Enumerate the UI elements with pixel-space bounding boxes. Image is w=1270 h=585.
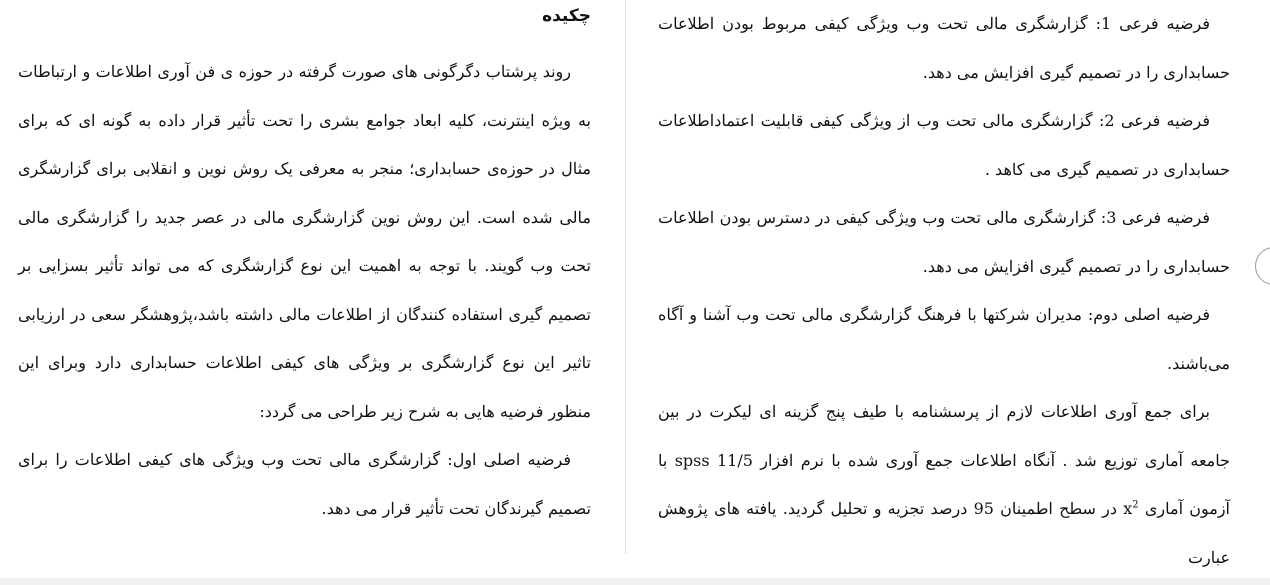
right-column [658,0,1230,582]
abstract-heading: چکیده [542,6,591,26]
sub-hypothesis-1: فرضیه فرعی 1: گزارشگری مالی تحت وب ویژگی کیفی مربوط بودن اطلاعات حسابداری را در تصمیم گیری افزایش می دهد. [658,14,1230,82]
method-paragraph [658,388,1230,582]
method-text-start: برای جمع آوری اطلاعات لازم از پرسشنامه با طیف پنج گزینه ای لیکرت در بین جامعه آماری توزیع شد . آنگاه اطلاعات جمع آوری شده با نرم افزار spss 11/5 با آزمون آماری x [658,402,1230,518]
sub-hypothesis-3: فرضیه فرعی 3: گزارشگری مالی تحت وب ویژگی کیفی در دسترس بودن اطلاعات حسابداری را در تصمیم گیری افزایش می دهد. [658,208,1230,276]
method-text-end: در سطح اطمینان 95 درصد تجزیه و تحلیل گردید. یافته های پژوهش عبارت [658,499,1230,567]
bottom-scroll-strip[interactable] [0,578,1270,585]
main-hypothesis-1: فرضیه اصلی اول: گزارشگری مالی تحت وب ویژگی های کیفی اطلاعات را برای تصمیم گیرندگان تحت تأثیر قرار می دهد. [18,450,591,518]
column-divider [625,0,626,554]
superscript: 2 [1132,499,1139,511]
abstract-paragraph: روند پرشتاب دگرگونی های صورت گرفته در حوزه ی فن آوری اطلاعات و ارتباطات به ویژه اینترنت، کلیه ابعاد جوامع بشری را تحت تأثیر قرار داده به گونه ای که برای مثال در حوزه‌ی حسابداری؛ منجر به معرفی یک روش نوین و انقلابی برای گزارشگری مالی شده است. این روش نوین گزارشگری مالی در عصر جدید را گزارشگری مالی تحت وب گویند. با توجه به اهمیت این نوع گزارشگری که می تواند تأثیر بسزایی بر تصمیم گیری استفاده کنندگان از اطلاعات مالی داشته باشد،پژوهشگر سعی در ارزیابی تاثیر این نوع گزارشگری بر ویژگی های کیفی اطلاعات حسابداری دارد وبرای این منظور فرضیه هایی به شرح زیر طراحی می گردد: [18,62,591,421]
sub-hypothesis-2: فرضیه فرعی 2: گزارشگری مالی تحت وب از ویژگی کیفی قابلیت اعتماداطلاعات حسابداری در تصمیم گیری می کاهد . [658,111,1230,179]
scroll-handle[interactable] [1255,247,1270,285]
left-column [18,0,591,533]
main-hypothesis-2: فرضیه اصلی دوم: مدیران شرکتها با فرهنگ گزارشگری مالی تحت وب آشنا و آگاه می‌باشند. [658,305,1230,373]
